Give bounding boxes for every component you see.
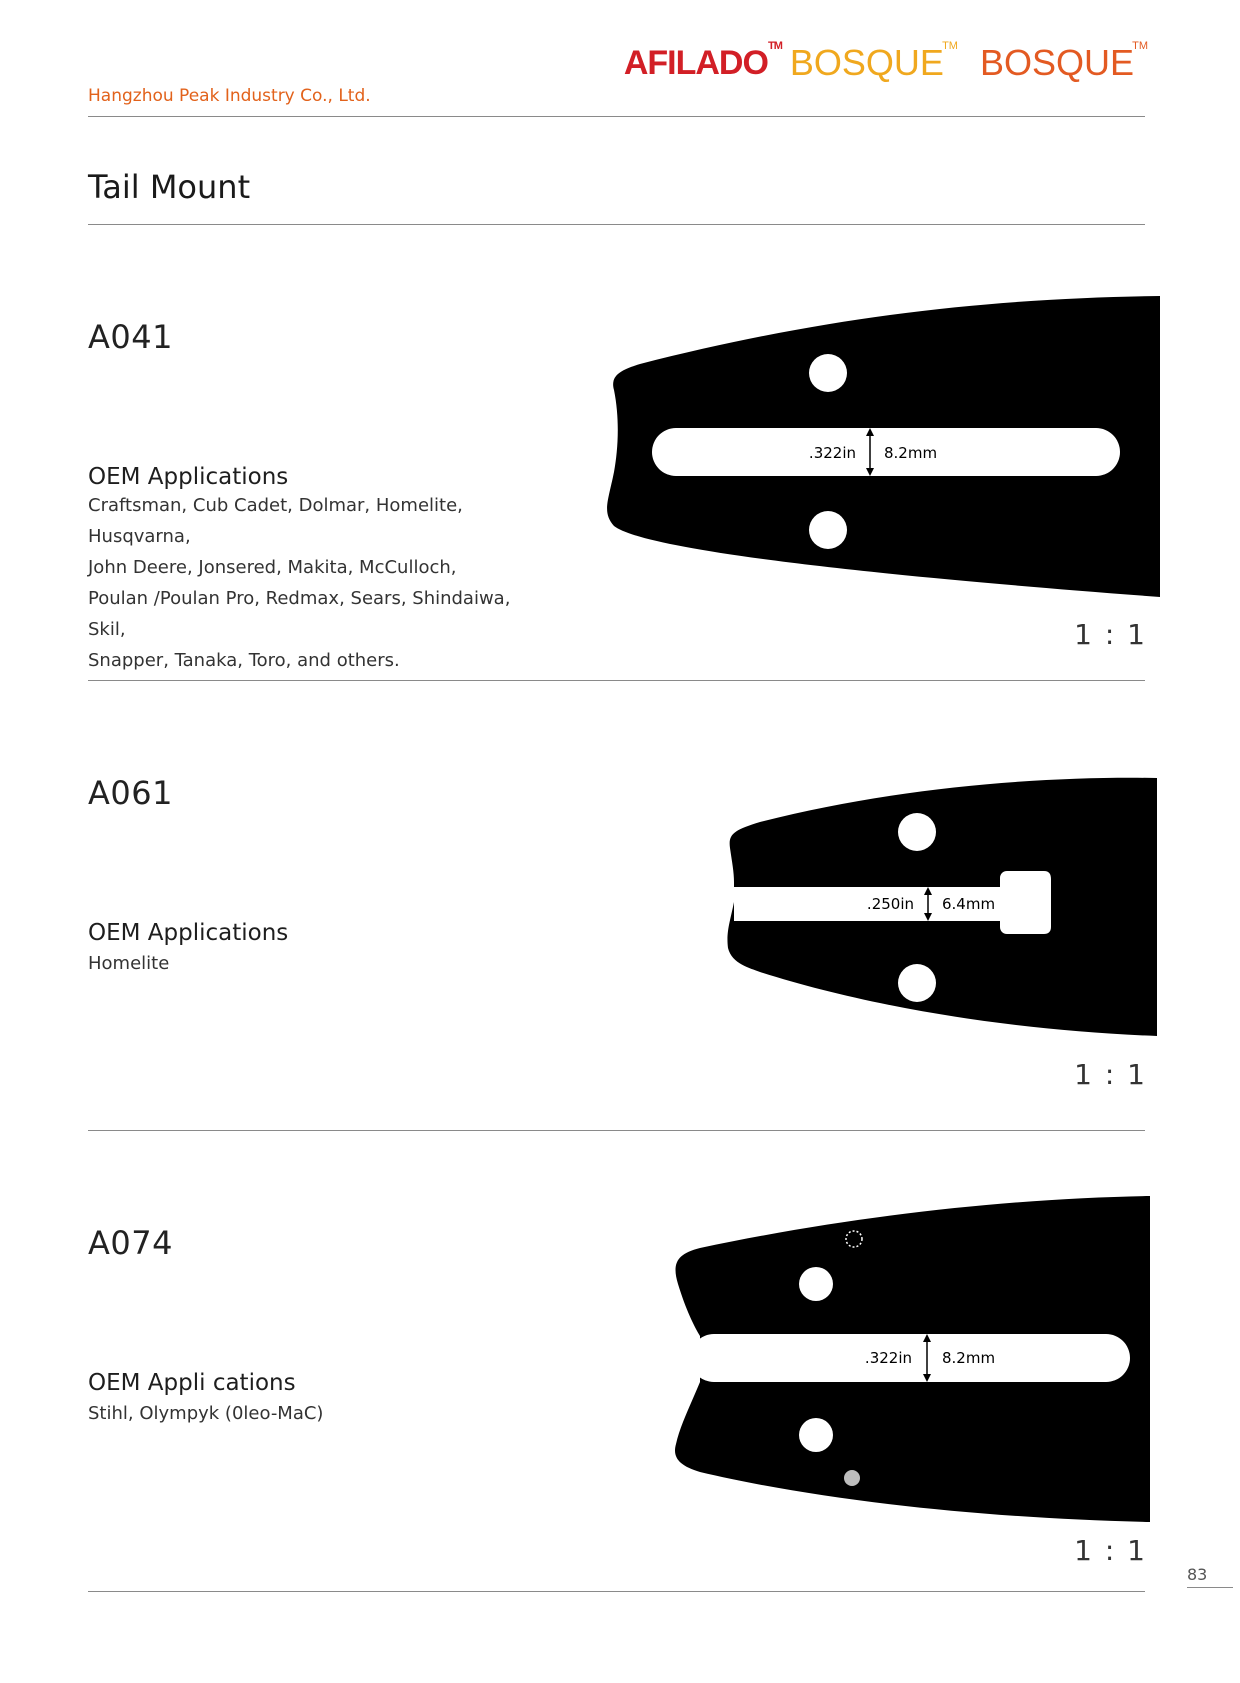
scale-label: 1 : 1 — [1074, 1534, 1147, 1567]
mount-hole-top — [809, 354, 847, 392]
bar-mount-a061-diagram — [720, 772, 1160, 1042]
slot-width-inch: .322in — [808, 444, 856, 462]
oem-list — [88, 1398, 548, 1429]
page-number: 83 — [1187, 1565, 1208, 1584]
page-number-underline — [1187, 1587, 1233, 1588]
oem-label: OEM Applications — [88, 920, 289, 946]
section-divider — [88, 1591, 1145, 1592]
model-a041: A041 — [88, 318, 173, 356]
model-a074: A074 — [88, 1224, 173, 1262]
oem-line: John Deere, Jonsered, Makita, McCulloch, — [88, 557, 457, 578]
bosque-logo-orange: BOSQUE TM — [979, 40, 1148, 83]
bar-mount-a041-diagram — [600, 280, 1160, 605]
oem-list — [88, 948, 548, 979]
mount-hole-bottom — [799, 1418, 833, 1452]
section-divider — [88, 680, 1145, 681]
model-a061: A061 — [88, 774, 173, 812]
bar-mount-a074-diagram — [670, 1192, 1160, 1527]
scale-label: 1 : 1 — [1074, 618, 1147, 651]
slot-width-inch: .250in — [866, 895, 914, 913]
oem-line: Stihl, Olympyk (0leo-MaC) — [88, 1403, 324, 1424]
oem-line: Snapper, Tanaka, Toro, and others. — [88, 650, 400, 671]
slot-width-mm: 8.2mm — [942, 1349, 996, 1367]
adjuster-hole — [844, 1470, 860, 1486]
header-divider — [88, 116, 1145, 117]
slot-width-inch: .322in — [864, 1349, 912, 1367]
oem-list — [88, 490, 548, 676]
section-title: Tail Mount — [88, 168, 251, 206]
afilado-logo: AFILADO TM — [623, 40, 782, 82]
slot-width-mm: 6.4mm — [942, 895, 996, 913]
oem-label: OEM Applications — [88, 464, 289, 490]
mount-hole-top — [799, 1267, 833, 1301]
slot-width-mm: 8.2mm — [884, 444, 938, 462]
scale-label: 1 : 1 — [1074, 1058, 1147, 1091]
mount-hole-top — [898, 813, 936, 851]
oem-line: Poulan /Poulan Pro, Redmax, Sears, Shindaiwa, Skil, — [88, 588, 511, 640]
title-divider — [88, 224, 1145, 225]
oem-line: Homelite — [88, 953, 170, 974]
company-name: Hangzhou Peak Industry Co., Ltd. — [88, 86, 371, 106]
brand-logos — [624, 38, 1148, 88]
mount-hole-bottom — [898, 964, 936, 1002]
oem-line: Craftsman, Cub Cadet, Dolmar, Homelite, Husqvarna, — [88, 495, 463, 547]
bosque-logo-yellow: BOSQUE TM — [789, 40, 958, 83]
section-divider — [88, 1130, 1145, 1131]
mount-hole-bottom — [809, 511, 847, 549]
oem-label: OEM Appli cations — [88, 1370, 296, 1396]
